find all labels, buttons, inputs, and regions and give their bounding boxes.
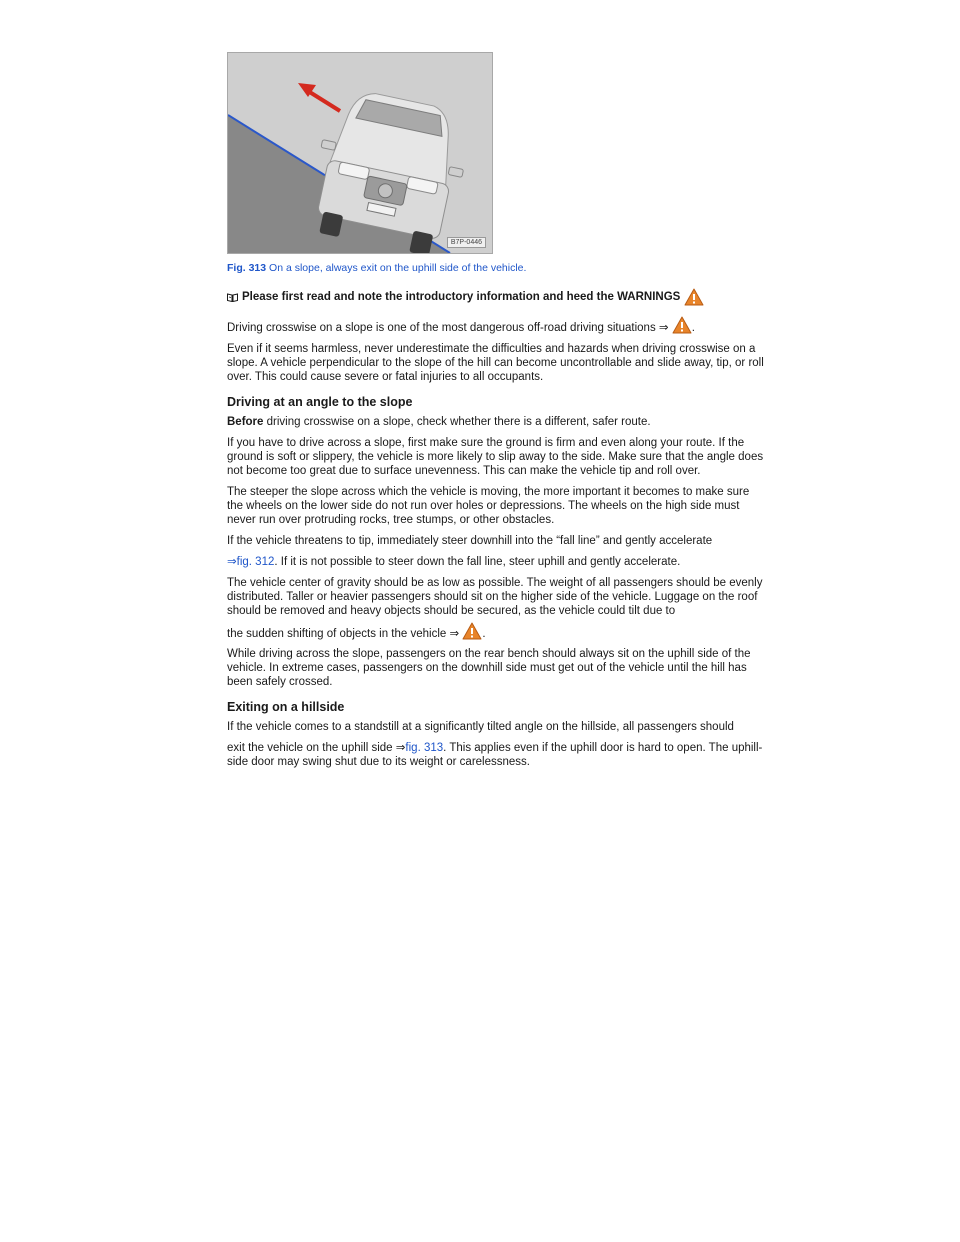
paragraph-2: Even if it seems harmless, never underestimate the difficulties and hazards when driving crosswise on a slope. A vehicle perpendicular to the slope of the hill can become uncontrollable and slide away, tip, or roll over. This could cause severe or fatal injuries to all occupants. — [227, 343, 764, 383]
figure-code: B7P-0446 — [447, 237, 486, 248]
book-icon — [227, 293, 238, 302]
figure-caption — [227, 262, 767, 274]
heading-exiting-hillside: Exiting on a hillside — [227, 700, 345, 714]
paragraph-6: If the vehicle threatens to tip, immediately steer downhill into the “fall line” and gently accelerate — [227, 535, 713, 547]
paragraph-12 — [227, 741, 767, 769]
paragraph-1-end: . — [691, 322, 695, 334]
paragraph-1 — [227, 316, 767, 335]
warning-icon[interactable] — [684, 288, 704, 306]
caption-label: Fig. 313 — [227, 262, 267, 274]
paragraph-10: While driving across the slope, passengers on the rear bench should always sit on the uphill side of the vehicle. In extreme cases, passengers on the downhill side must get out of the vehicle until the hill has been safely crossed. — [227, 648, 751, 688]
fig-312-arrow: ⇒ — [227, 556, 237, 568]
paragraph-1-text: Driving crosswise on a slope is one of the most dangerous off-road driving situations ⇒ — [227, 322, 669, 334]
paragraph-9 — [227, 622, 767, 641]
paragraph-5: The steeper the slope across which the vehicle is moving, the more important it becomes to make sure the wheels on the lower side do not run over holes or depressions. The wheels on the high side must never run over protruding rocks, tree stumps, or other obstacles. — [227, 486, 750, 526]
caption-text: On a slope, always exit on the uphill side of the vehicle. — [269, 262, 527, 274]
paragraph-8: The vehicle center of gravity should be as low as possible. The weight of all passengers should be evenly distributed. Taller or heavier passengers should sit on the higher side of the vehicle. Luggage on the roof should be removed and heavy objects should be secured, as the vehicle could tilt due to — [227, 577, 763, 617]
fig-312-link[interactable]: fig. 312 — [236, 556, 275, 568]
figure-313 — [227, 52, 493, 254]
paragraph-3 — [227, 415, 767, 429]
paragraph-3-rest: driving crosswise on a slope, check whether there is a different, safer route. — [263, 416, 651, 428]
heading-driving-at-angle: Driving at an angle to the slope — [227, 395, 413, 409]
intro-text: Please first read and note the introductory information and heed the WARNINGS — [242, 291, 681, 303]
paragraph-12-rest: . This applies even if the uphill door is hard to open. The uphill-side door may swing shut due to its weight or carelessness. — [227, 742, 763, 768]
warning-icon[interactable] — [462, 622, 482, 640]
fig-313-link[interactable]: fig. 313 — [405, 742, 444, 754]
paragraph-12-start: exit the vehicle on the uphill side ⇒ — [227, 742, 406, 754]
vehicle-on-slope-illustration — [228, 53, 492, 253]
paragraph-7-rest: . If it is not possible to steer down the fall line, steer uphill and gently accelerate. — [274, 556, 681, 568]
intro-notice — [227, 288, 767, 306]
paragraph-9-end: . — [482, 628, 486, 640]
paragraph-7 — [227, 555, 767, 569]
paragraph-11: If the vehicle comes to a standstill at a significantly tilted angle on the hillside, all passengers should — [227, 721, 734, 733]
paragraph-3-bold: Before — [227, 416, 264, 428]
manual-page — [227, 52, 767, 769]
paragraph-4: If you have to drive across a slope, first make sure the ground is firm and even along your route. If the ground is soft or slippery, the vehicle is more likely to slip away to the side. Make sure that the angle does not become too great due to surface unevenness. This can make the vehicle tip and roll over. — [227, 437, 764, 477]
warning-icon[interactable] — [672, 316, 692, 334]
paragraph-9-text: the sudden shifting of objects in the vehicle ⇒ — [227, 628, 460, 640]
